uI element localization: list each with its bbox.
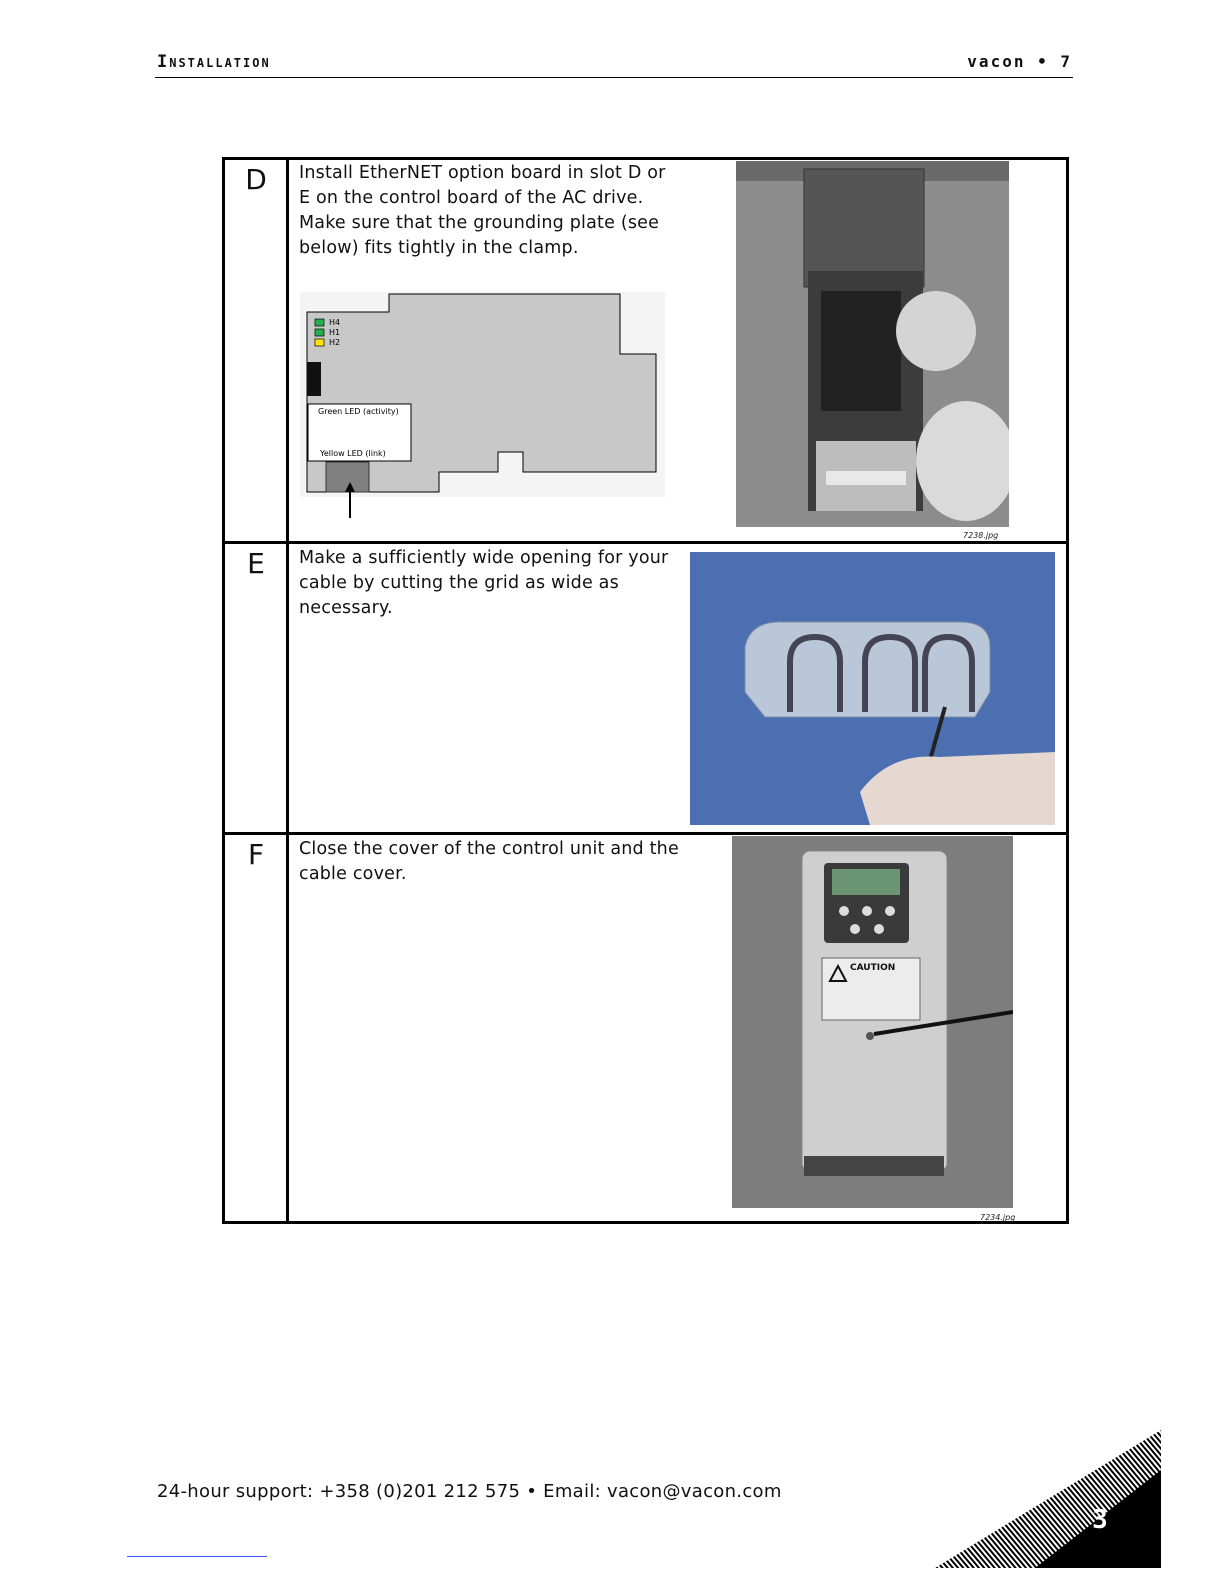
section-title: Installation [157,52,271,72]
keypad-button-1 [839,906,849,916]
step-text-d: Install EtherNET option board in slot D or E on the control board of the AC drive. Make sure that the grounding plate (see below) fits tightly in the clamp. [299,163,666,258]
brand-page-number: vacon • 7 [967,52,1072,71]
drive-installation-photo [736,161,1009,527]
led-h2-icon [315,339,324,346]
header-divider [155,77,1073,78]
caution-title: CAUTION [850,963,896,973]
photo-caption-d: 7238.jpg [963,531,999,540]
hand-top [896,291,976,371]
row-divider-d-e [222,541,1069,544]
led-label-h2: H2 [329,338,341,347]
control-board [821,291,901,411]
board-labels-strip [826,471,906,485]
led-label-h4: H4 [329,318,341,327]
board-connector [307,362,321,396]
led-h4-icon [315,319,324,326]
step-text-e: Make a sufficiently wide opening for your cable by cutting the grid as wide as necessary. [299,548,669,618]
led-green-label: Green LED (activity) [318,407,399,416]
option-board-diagram [300,292,665,520]
step-text-f: Close the cover of the control unit and the cable cover. [299,839,679,884]
step-letter-d: D [245,163,267,196]
photo-caption-f: 7234.jpg [980,1213,1016,1222]
led-label-h1: H1 [329,328,341,337]
keypad-display [832,869,900,895]
row-divider-e-f [222,832,1069,835]
keypad-button-5 [874,924,884,934]
cable-grid-photo [690,552,1055,825]
keypad-button-2 [862,906,872,916]
step-letter-e: E [247,547,265,580]
led-yellow-label: Yellow LED (link) [320,449,386,458]
page-number: 3 [1092,1505,1108,1535]
cover-screw [866,1032,874,1040]
step-letter-f: F [247,838,265,871]
led-h1-icon [315,329,324,336]
letter-column-divider [286,157,289,1224]
open-cover [804,169,924,287]
keypad-button-3 [885,906,895,916]
footer-link-rule [127,1556,267,1557]
page-corner-graphic [935,1430,1161,1568]
drive-base [804,1156,944,1176]
closed-drive-photo [732,836,1013,1208]
support-footer: 24-hour support: +358 (0)201 212 575 • Email: vacon@vacon.com [157,1481,782,1502]
keypad-button-4 [850,924,860,934]
